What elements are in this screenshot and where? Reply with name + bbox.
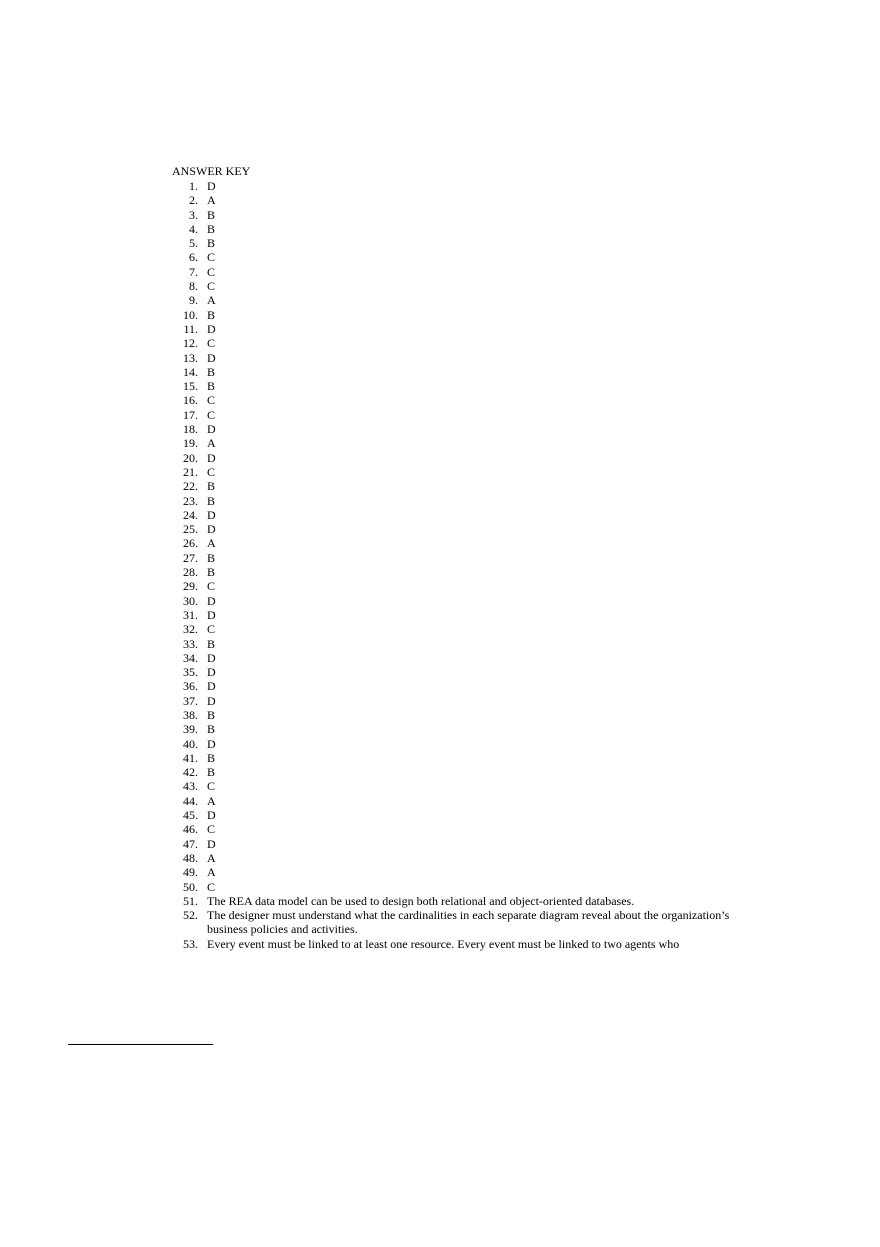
answer-text: A [207, 293, 216, 308]
answer-text: A [207, 436, 216, 451]
answer-item [172, 336, 732, 350]
answer-text: B [207, 707, 216, 722]
answer-number: 10. [183, 307, 198, 322]
answer-text: B [207, 550, 216, 565]
answer-item [172, 880, 732, 894]
answer-text: C [207, 264, 216, 279]
answer-number: 43. [183, 779, 198, 794]
answer-item [172, 622, 732, 636]
answer-item [172, 594, 732, 608]
answer-number: 21. [183, 464, 198, 479]
answer-number: 30. [183, 593, 198, 608]
answer-number: 51. [183, 893, 198, 908]
answer-item [172, 851, 732, 865]
answer-text: D [207, 507, 216, 522]
answer-number: 42. [183, 765, 198, 780]
answer-text: D [207, 650, 216, 665]
answer-item [172, 637, 732, 651]
answer-text: D [207, 350, 216, 365]
answer-text: D [207, 179, 216, 193]
answer-number: 35. [183, 665, 198, 680]
answer-number: 14. [183, 364, 198, 379]
answer-text: A [207, 793, 216, 808]
answer-item [172, 565, 732, 579]
answer-item [172, 451, 732, 465]
answer-number: 40. [183, 736, 198, 751]
answer-text: C [207, 393, 216, 408]
answer-text: B [207, 750, 216, 765]
answer-number: 13. [183, 350, 198, 365]
answer-item [172, 908, 732, 937]
answer-item [172, 436, 732, 450]
answer-number: 48. [183, 850, 198, 865]
answer-text: C [207, 336, 216, 351]
answer-number: 25. [183, 522, 198, 537]
answer-number: 7. [189, 264, 198, 279]
answer-number: 37. [183, 693, 198, 708]
answer-number: 24. [183, 507, 198, 522]
answer-text: B [207, 493, 216, 508]
answer-text: B [207, 722, 216, 737]
answer-item [172, 608, 732, 622]
answer-text: D [207, 736, 216, 751]
answer-item [172, 393, 732, 407]
answer-number: 53. [183, 936, 198, 951]
answer-item [172, 737, 732, 751]
answer-key-heading: ANSWER KEY [172, 164, 251, 178]
answer-text: D [207, 693, 216, 708]
answer-item [172, 422, 732, 436]
answer-number: 3. [189, 207, 198, 222]
answer-number: 32. [183, 622, 198, 637]
answer-number: 41. [183, 750, 198, 765]
answer-item [172, 551, 732, 565]
answer-item [172, 779, 732, 793]
answer-number: 27. [183, 550, 198, 565]
answer-item [172, 465, 732, 479]
answer-number: 46. [183, 822, 198, 837]
answer-text: D [207, 665, 216, 680]
answer-number: 50. [183, 879, 198, 894]
answer-item [172, 751, 732, 765]
answer-item [172, 794, 732, 808]
answer-text: B [207, 221, 216, 236]
answer-item [172, 937, 732, 951]
answer-text: A [207, 193, 216, 208]
answer-number: 33. [183, 636, 198, 651]
footnote-separator-tick [208, 1044, 213, 1045]
answer-text: B [207, 379, 216, 394]
answer-text: C [207, 622, 216, 637]
answer-number: 38. [183, 707, 198, 722]
answer-item [172, 250, 732, 264]
answer-item [172, 522, 732, 536]
answer-text: The designer must understand what the cardinalities in each separate diagram reveal about the organization’s business policies and activities. [207, 908, 730, 937]
answer-number: 44. [183, 793, 198, 808]
answer-item [172, 379, 732, 393]
answer-number: 4. [189, 221, 198, 236]
answer-item [172, 651, 732, 665]
answer-text: The REA data model can be used to design both relational and object-oriented databases. [207, 893, 635, 908]
answer-item [172, 365, 732, 379]
answer-item [172, 479, 732, 493]
answer-text: Every event must be linked to at least one resource. Every event must be linked to two agents who [207, 936, 680, 951]
answer-item [172, 708, 732, 722]
answer-number: 16. [183, 393, 198, 408]
answer-item [172, 193, 732, 207]
answer-number: 29. [183, 579, 198, 594]
answer-text: A [207, 850, 216, 865]
answer-text: B [207, 364, 216, 379]
answer-item [172, 822, 732, 836]
answer-text: B [207, 565, 216, 580]
answer-number: 26. [183, 536, 198, 551]
answer-text: B [207, 207, 216, 222]
answer-text: D [207, 593, 216, 608]
answer-item [172, 265, 732, 279]
answer-number: 11. [183, 321, 198, 336]
answer-text: D [207, 679, 216, 694]
answer-list [172, 179, 732, 951]
answer-number: 17. [183, 407, 198, 422]
footnote-separator [68, 1044, 208, 1045]
answer-number: 5. [189, 236, 198, 251]
answer-number: 1. [189, 179, 198, 193]
answer-item [172, 179, 732, 193]
answer-text: C [207, 579, 216, 594]
answer-number: 8. [189, 279, 198, 294]
answer-item [172, 408, 732, 422]
answer-text: D [207, 321, 216, 336]
answer-number: 2. [189, 193, 198, 208]
answer-number: 12. [183, 336, 198, 351]
answer-text: D [207, 422, 216, 437]
answer-number: 34. [183, 650, 198, 665]
answer-item [172, 679, 732, 693]
answer-text: D [207, 450, 216, 465]
answer-item [172, 351, 732, 365]
answer-text: D [207, 836, 216, 851]
answer-text: C [207, 822, 216, 837]
answer-number: 9. [189, 293, 198, 308]
answer-item [172, 765, 732, 779]
answer-number: 28. [183, 565, 198, 580]
answer-text: B [207, 765, 216, 780]
answer-number: 6. [189, 250, 198, 265]
answer-text: B [207, 636, 216, 651]
answer-number: 22. [183, 479, 198, 494]
answer-number: 52. [183, 908, 198, 923]
answer-item [172, 694, 732, 708]
answer-text: C [207, 779, 216, 794]
answer-number: 20. [183, 450, 198, 465]
answer-text: D [207, 808, 216, 823]
answer-text: C [207, 279, 216, 294]
answer-item [172, 837, 732, 851]
answer-number: 19. [183, 436, 198, 451]
answer-text: C [207, 879, 216, 894]
answer-item [172, 665, 732, 679]
answer-text: B [207, 479, 216, 494]
answer-item [172, 508, 732, 522]
answer-item [172, 279, 732, 293]
answer-item [172, 894, 732, 908]
answer-item [172, 308, 732, 322]
answer-number: 15. [183, 379, 198, 394]
answer-number: 39. [183, 722, 198, 737]
answer-text: B [207, 307, 216, 322]
answer-number: 47. [183, 836, 198, 851]
answer-item [172, 322, 732, 336]
answer-item [172, 293, 732, 307]
answer-item [172, 808, 732, 822]
answer-text: C [207, 464, 216, 479]
answer-text: D [207, 607, 216, 622]
answer-text: A [207, 536, 216, 551]
answer-item [172, 722, 732, 736]
answer-number: 31. [183, 607, 198, 622]
answer-text: B [207, 236, 216, 251]
answer-number: 45. [183, 808, 198, 823]
answer-number: 23. [183, 493, 198, 508]
answer-item [172, 222, 732, 236]
answer-item [172, 208, 732, 222]
answer-number: 36. [183, 679, 198, 694]
answer-text: C [207, 407, 216, 422]
answer-item [172, 236, 732, 250]
answer-item [172, 865, 732, 879]
answer-number: 18. [183, 422, 198, 437]
answer-item [172, 494, 732, 508]
answer-text: C [207, 250, 216, 265]
answer-item [172, 579, 732, 593]
answer-text: D [207, 522, 216, 537]
answer-text: A [207, 865, 216, 880]
answer-number: 49. [183, 865, 198, 880]
answer-item [172, 536, 732, 550]
